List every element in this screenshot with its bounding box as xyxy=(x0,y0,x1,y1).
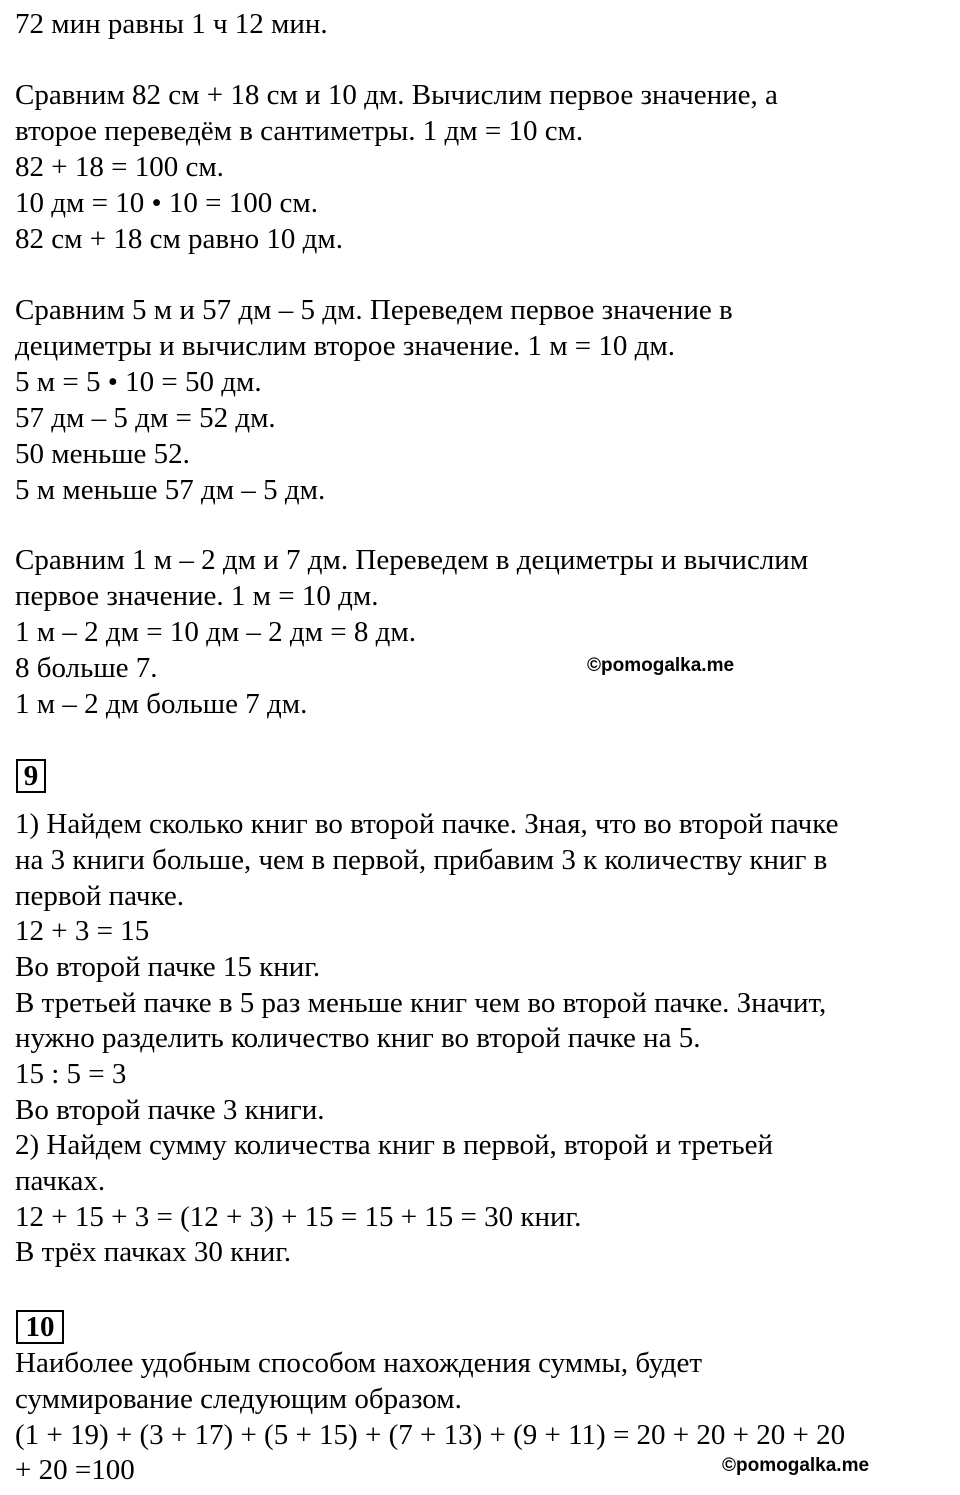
text-line: Во второй пачке 15 книг. xyxy=(15,951,321,983)
text-line: 2) Найдем сумму количества книг в первой, второй и третьей xyxy=(15,1129,774,1161)
text-line: первое значение. 1 м = 10 дм. xyxy=(15,580,379,612)
text-line: Наиболее удобным способом нахождения суммы, будет xyxy=(15,1347,703,1379)
text-line: суммирование следующим образом. xyxy=(15,1383,462,1415)
text-line: нужно разделить количество книг во второй пачке на 5. xyxy=(15,1022,701,1054)
task-number-box: 10 xyxy=(16,1310,64,1344)
text-line: второе переведём в сантиметры. 1 дм = 10 см. xyxy=(15,115,584,147)
text-line: 82 + 18 = 100 см. xyxy=(15,151,224,183)
text-line: 5 м меньше 57 дм – 5 дм. xyxy=(15,474,326,506)
text-line: 10 дм = 10 • 10 = 100 см. xyxy=(15,187,318,219)
text-line: Во второй пачке 3 книги. xyxy=(15,1094,325,1126)
text-line: 12 + 3 = 15 xyxy=(15,915,150,947)
text-line: 57 дм – 5 дм = 52 дм. xyxy=(15,402,276,434)
text-line: 50 меньше 52. xyxy=(15,438,190,470)
text-line: Сравним 82 см + 18 см и 10 дм. Вычислим первое значение, а xyxy=(15,79,778,111)
text-line: Сравним 5 м и 57 дм – 5 дм. Переведем первое значение в xyxy=(15,294,733,326)
watermark: ©pomogalka.me xyxy=(587,655,735,676)
text-line: 5 м = 5 • 10 = 50 дм. xyxy=(15,366,262,398)
text-line: дециметры и вычислим второе значение. 1 м = 10 дм. xyxy=(15,330,676,362)
text-line: 8 больше 7. xyxy=(15,652,158,684)
text-line: (1 + 19) + (3 + 17) + (5 + 15) + (7 + 13) + (9 + 11) = 20 + 20 + 20 + 20 xyxy=(15,1419,846,1451)
text-line: пачках. xyxy=(15,1165,106,1197)
text-line: 1 м – 2 дм = 10 дм – 2 дм = 8 дм. xyxy=(15,616,416,648)
text-line: первой пачке. xyxy=(15,880,184,912)
text-line: 82 см + 18 см равно 10 дм. xyxy=(15,223,343,255)
text-line: В трёх пачках 30 книг. xyxy=(15,1236,292,1268)
text-line: Сравним 1 м – 2 дм и 7 дм. Переведем в дециметры и вычислим xyxy=(15,544,809,576)
watermark: ©pomogalka.me xyxy=(722,1455,870,1476)
text-line: 1 м – 2 дм больше 7 дм. xyxy=(15,688,308,720)
text-line: В третьей пачке в 5 раз меньше книг чем во второй пачке. Значит, xyxy=(15,987,827,1019)
text-line: 15 : 5 = 3 xyxy=(15,1058,127,1090)
text-line: 1) Найдем сколько книг во второй пачке. Зная, что во второй пачке xyxy=(15,808,839,840)
text-line: + 20 =100 xyxy=(15,1454,135,1486)
text-line: 12 + 15 + 3 = (12 + 3) + 15 = 15 + 15 = 30 книг. xyxy=(15,1201,582,1233)
task-number-box: 9 xyxy=(16,759,46,793)
intro-line: 72 мин равны 1 ч 12 мин. xyxy=(15,8,328,40)
text-line: на 3 книги больше, чем в первой, прибавим 3 к количеству книг в xyxy=(15,844,828,876)
